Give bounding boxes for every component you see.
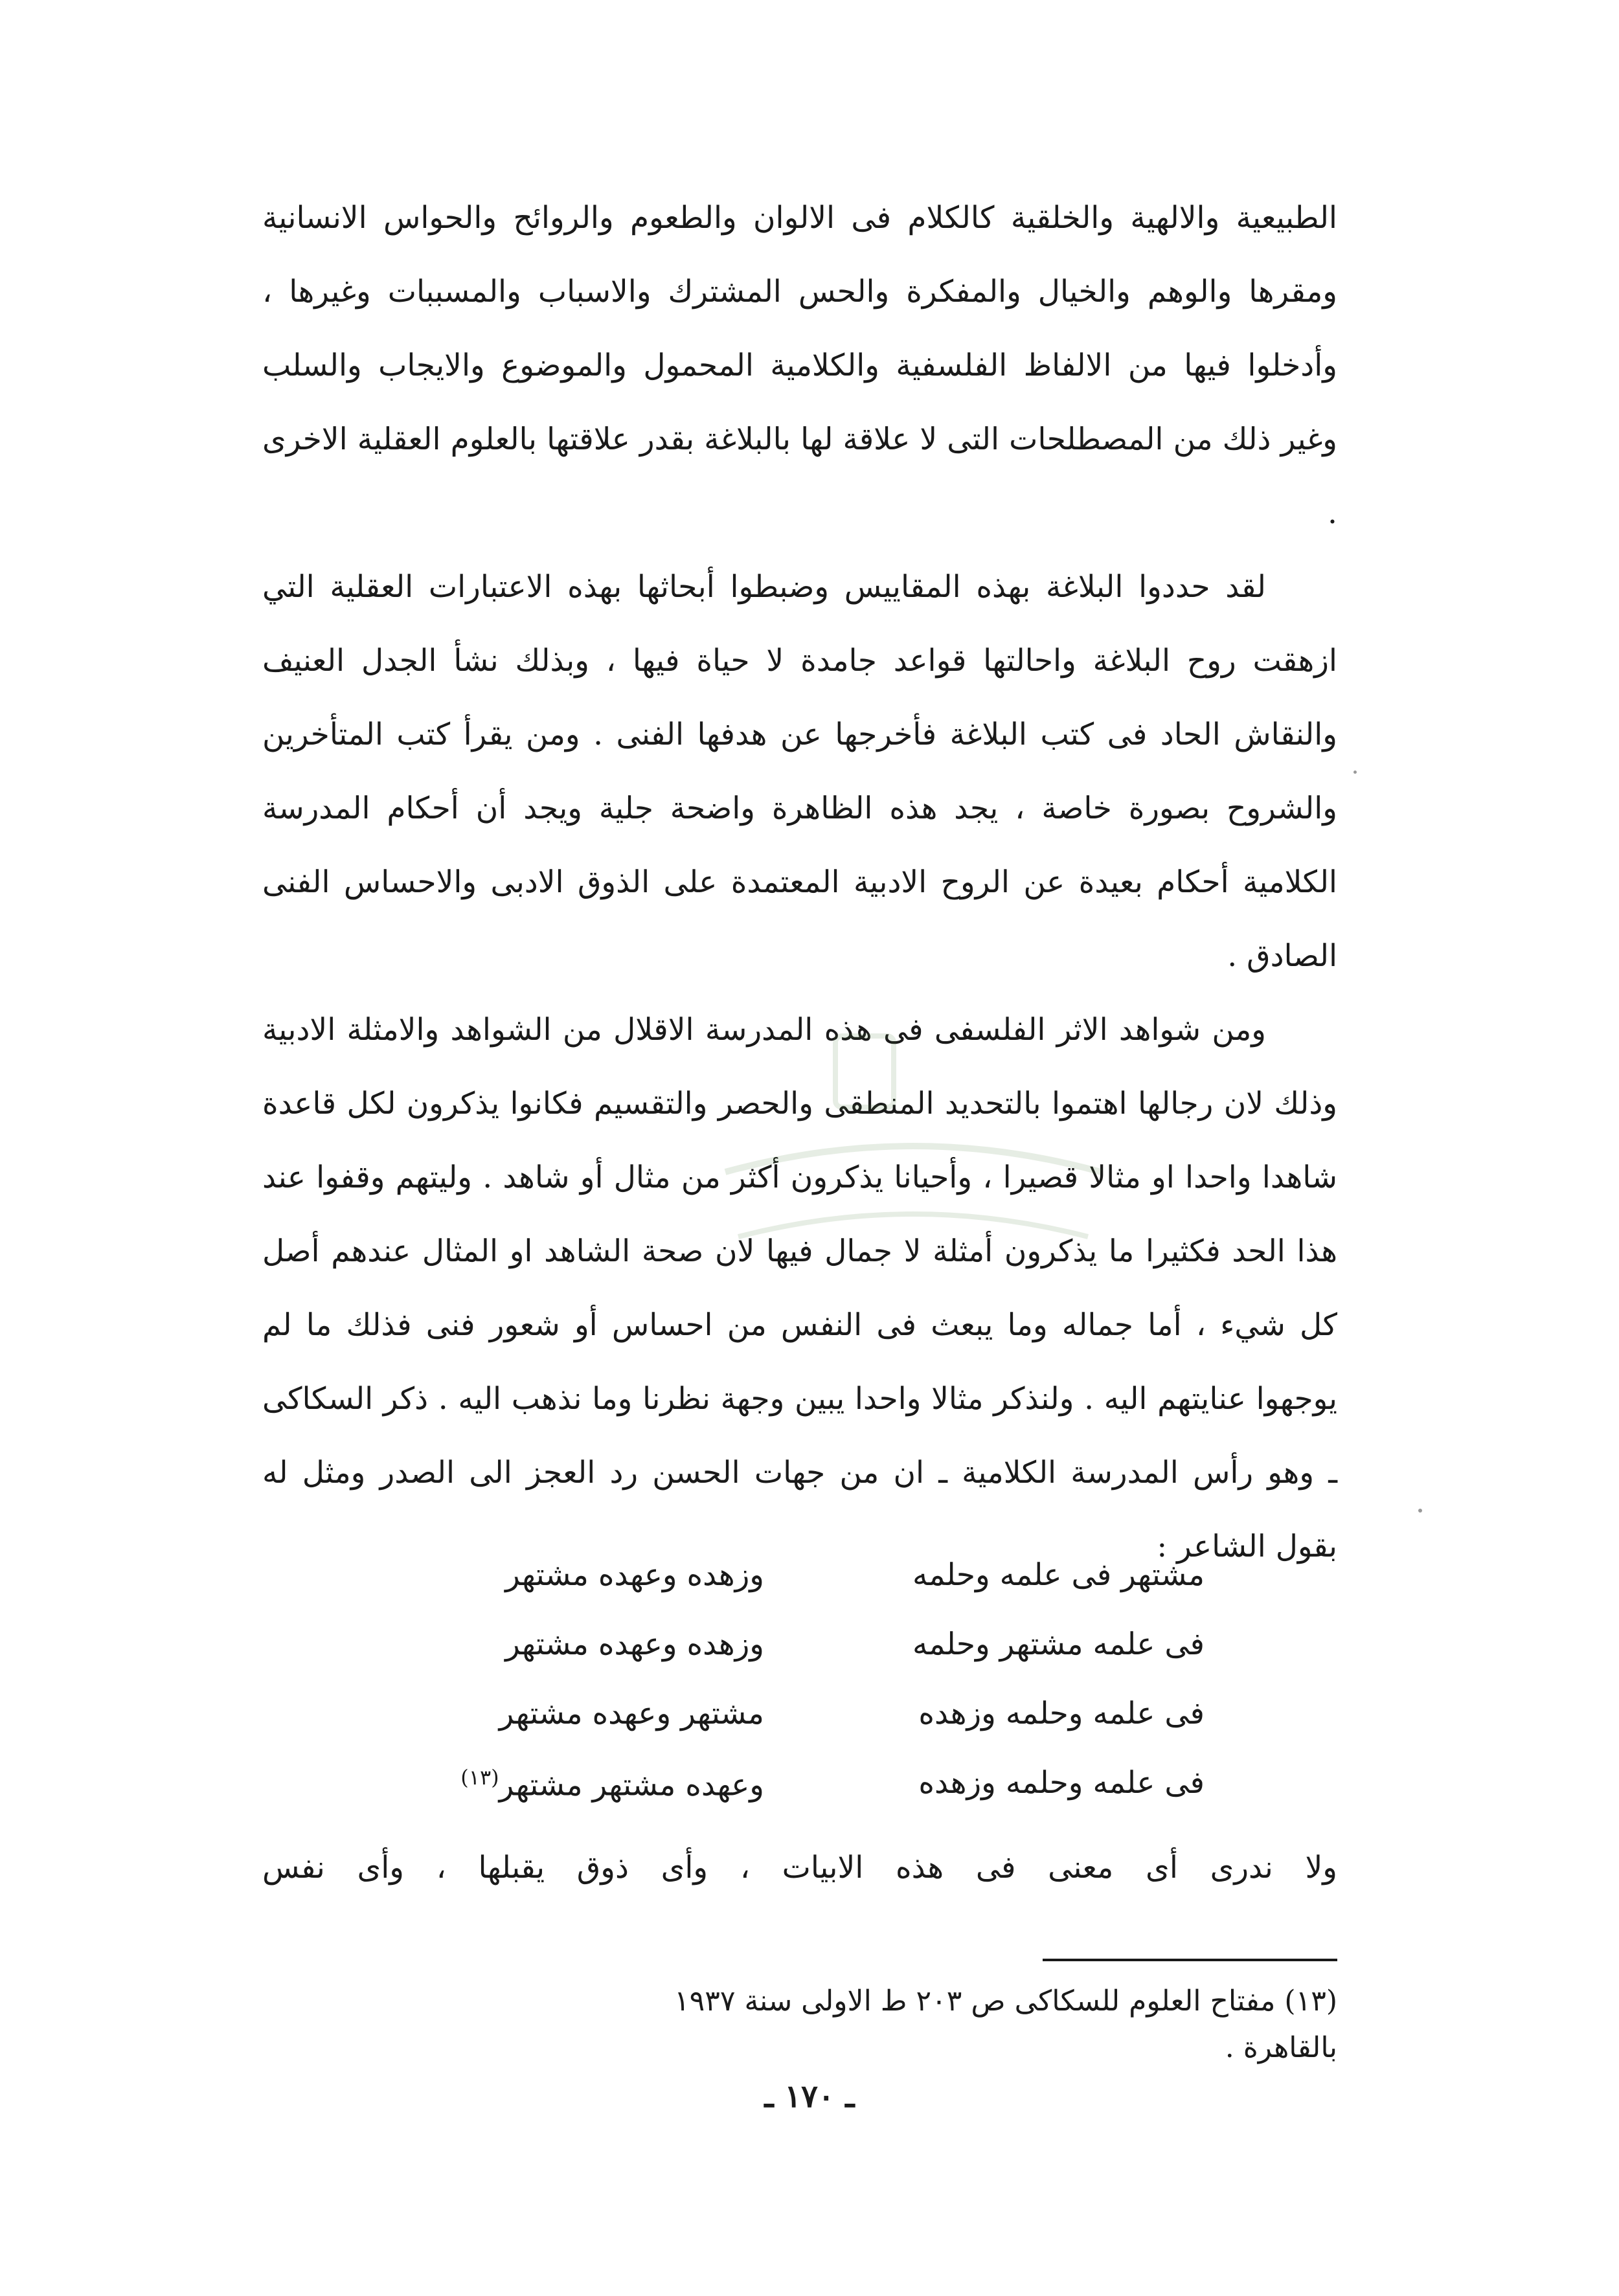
continuation-line: ولا ندرى أى معنى فى هذه الابيات ، وأى ذوق يقبلها ، وأى نفس	[262, 1850, 1337, 1885]
footnote	[262, 1978, 1337, 2071]
poem-verses	[363, 1557, 1205, 1834]
verse-4-second-hemistich: وعهده مشتهر مشتهر	[499, 1767, 764, 1803]
verse-4-second-hemistich-wrap	[363, 1765, 764, 1803]
verse-3-first-hemistich: فى علمه وحلمه وزهده	[918, 1696, 1205, 1731]
scan-speck	[1353, 771, 1357, 774]
verse-3-second-hemistich: مشتهر وعهده مشتهر	[499, 1696, 764, 1731]
verse-2	[363, 1626, 1205, 1696]
verse-4	[363, 1765, 1205, 1834]
footnote-reference: (١٣)	[460, 1765, 499, 1790]
paragraph-2: لقد حددوا البلاغة بهذه المقاييس وضبطوا أبحاثها بهذه الاعتبارات العقلية التي ازهقت روح البلاغة واحالتها قواعد جامدة لا حياة فيها ، وبذلك نشأ الجدل العنيف والنقاش الحاد فى كتب البلاغة فأخرجها عن هدفها الفنى . ومن يقرأ كتب المتأخرين والشروح بصورة خاصة ، يجد هذه الظاهرة واضحة جلية ويجد أن أحكام المدرسة الكلامية أحكام بعيدة عن الروح الادبية المعتمدة على الذوق الادبى والاحساس الفنى الصادق .	[262, 569, 1337, 974]
body-text	[262, 181, 1337, 1584]
verse-1-first-hemistich: مشتهر فى علمه وحلمه	[912, 1557, 1205, 1593]
scan-speck	[1418, 1509, 1422, 1513]
paragraph-1: الطبيعية والالهية والخلقية كالكلام فى الالوان والطعوم والروائح والحواس الانسانية ومقرها والوهم والخيال والمفكرة والحس المشترك والاسباب والمسببات وغيرها ، وأدخلوا فيها من الالفاظ الفلسفية والكلامية المحمول والموضوع والايجاب والسلب وغير ذلك من المصطلحات التى لا علاقة لها بالبلاغة بقدر علاقتها بالعلوم العقلية الاخرى .	[262, 200, 1337, 531]
footnote-divider	[1043, 1959, 1337, 1961]
verse-2-second-hemistich: وزهده وعهده مشتهر	[505, 1626, 764, 1662]
verse-2-first-hemistich: فى علمه مشتهر وحلمه	[912, 1626, 1205, 1662]
footnote-line-2: بالقاهرة .	[1225, 2031, 1337, 2064]
verse-1-second-hemistich: وزهده وعهده مشتهر	[505, 1557, 764, 1593]
page-number: ـ ١٧٠ ـ	[764, 2078, 855, 2115]
verse-1	[363, 1557, 1205, 1626]
verse-4-first-hemistich: فى علمه وحلمه وزهده	[918, 1765, 1205, 1801]
paragraph-3: ومن شواهد الاثر الفلسفى فى هذه المدرسة الاقلال من الشواهد والامثلة الادبية وذلك لان رجالها اهتموا بالتحديد المنطقى والحصر والتقسيم فكانوا يذكرون لكل قاعدة شاهدا واحدا او مثالا قصيرا ، وأحيانا يذكرون أكثر من مثال أو شاهد . وليتهم وقفوا عند هذا الحد فكثيرا ما يذكرون أمثلة لا جمال فيها لان صحة الشاهد او المثال عندهم أصل كل شيء ، أما جماله وما يبعث فى النفس من احساس أو شعور فنى فذلك ما لم يوجهوا عنايتهم اليه . ولنذكر مثالا واحدا يبين وجهة نظرنا وما نذهب اليه . ذكر السكاكى ـ وهو رأس المدرسة الكلامية ـ ان من جهات الحسن رد العجز الى الصدر ومثل له بقول الشاعر :	[262, 1012, 1337, 1564]
footnote-line-1: (١٣) مفتاح العلوم للسكاكى ص ٢٠٣ ط الاولى سنة ١٩٣٧	[674, 1985, 1337, 2018]
verse-3	[363, 1696, 1205, 1765]
